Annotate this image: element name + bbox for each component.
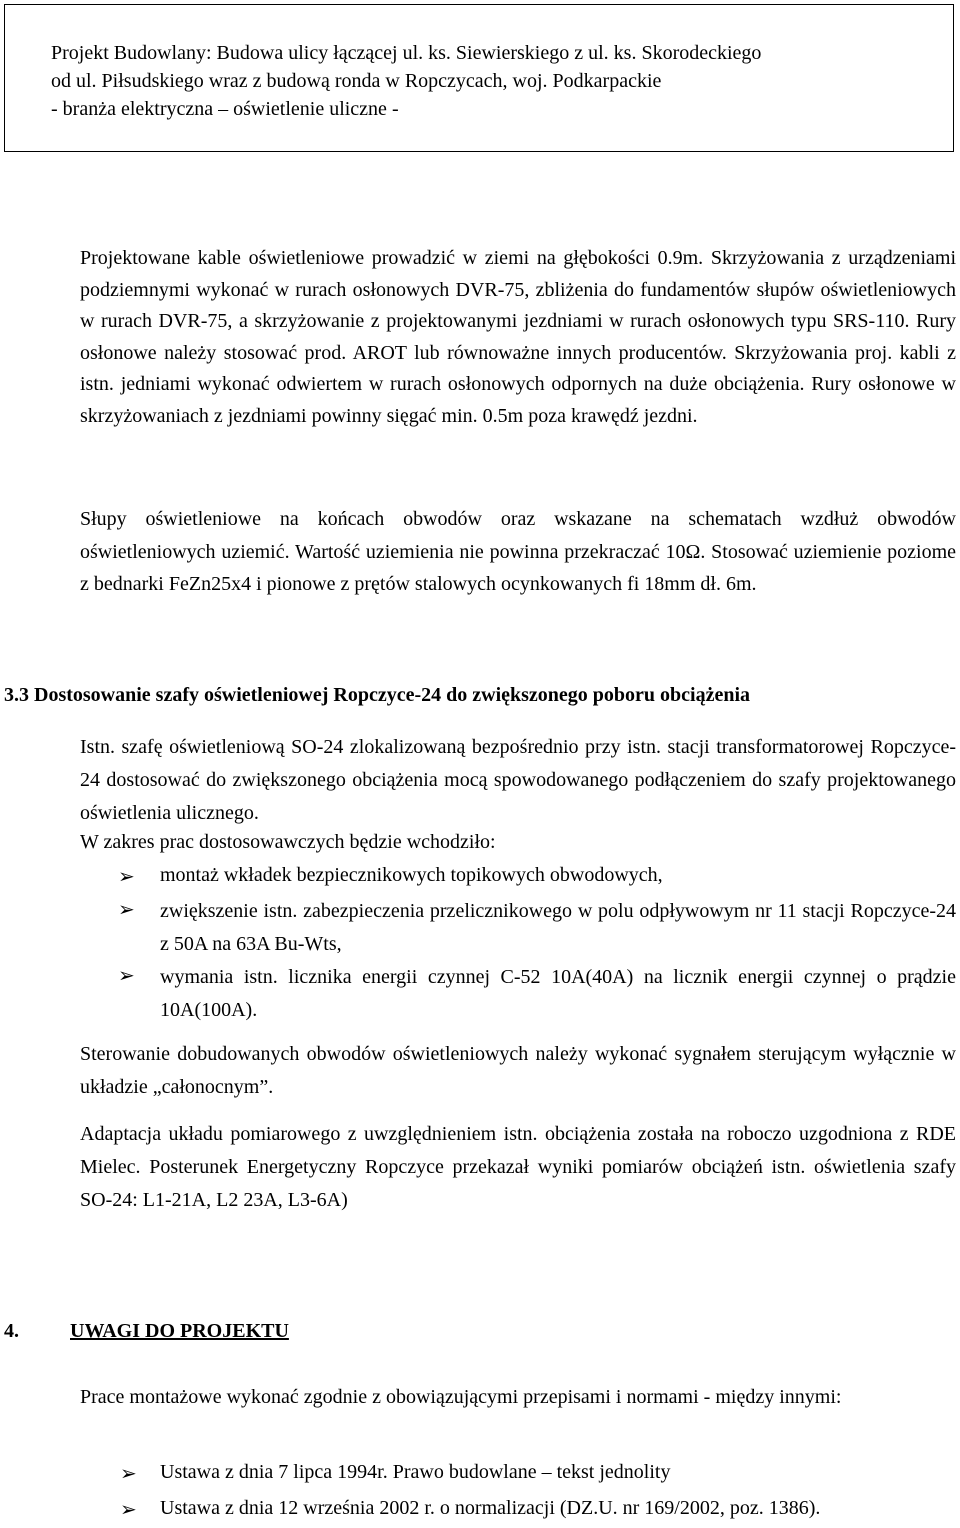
arrowhead-bullet-icon: ➢	[118, 866, 135, 888]
arrowhead-bullet-icon: ➢	[118, 899, 135, 921]
header-project-line: Projekt Budowlany: Budowa ulicy łączącej ul. ks. Siewierskiego z ul. ks. Skorodeckiego	[51, 42, 762, 64]
arrowhead-bullet-icon: ➢	[118, 965, 135, 987]
control-paragraph: Sterowanie dobudowanych obwodów oświetleniowych należy wykonać sygnałem sterującym wyłącznie w układzie „całonocnym”.	[80, 1043, 956, 1098]
list-item: zwiększenie istn. zabezpieczenia przelicznikowego w polu odpływowym nr 11 stacji Ropczyce-24 z 50A na 63A Bu-Wts,	[160, 900, 956, 955]
scope-intro: W zakres prac dostosowawczych będzie wchodziło:	[80, 831, 496, 853]
list-item: Ustawa z dnia 7 lipca 1994r. Prawo budowlane – tekst jednolity	[160, 1461, 671, 1483]
adaptation-paragraph: Adaptacja układu pomiarowego z uwzględnieniem istn. obciążenia została na roboczo uzgodniona z RDE Mielec. Posterunek Energetyczny Ropczyce przekazał wyniki pomiarów obciążeń istn. oświetlenia szafy SO-24: L1-21A, L2 23A, L3-6A)	[80, 1123, 956, 1211]
grounding-paragraph: Słupy oświetleniowe na końcach obwodów oraz wskazane na schematach wzdłuż obwodów oświetleniowych uziemić. Wartość uziemienia nie powinna przekraczać 10Ω. Stosować uziemienie poziome z bednarki FeZn25x4 i pionowe z prętów stalowych ocynkowanych fi 18mm dł. 6m.	[80, 508, 956, 595]
header-location-line: od ul. Piłsudskiego wraz z budową ronda w Ropczycach, woj. Podkarpackie	[51, 70, 662, 92]
document-header	[4, 4, 954, 152]
regulations-paragraph: Prace montażowe wykonać zgodnie z obowiązującymi przepisami i normami - między innymi:	[80, 1386, 842, 1408]
arrowhead-bullet-icon: ➢	[120, 1463, 137, 1485]
section-4-heading	[4, 1320, 289, 1343]
list-item: wymania istn. licznika energii czynnej C-52 10A(40A) na licznik energii czynnej o prądzie 10A(100A).	[160, 966, 956, 1021]
section-4-title: UWAGI DO PROJEKTU	[70, 1320, 289, 1342]
list-item: montaż wkładek bezpiecznikowych topikowych obwodowych,	[160, 864, 663, 886]
header-branch-line: - branża elektryczna – oświetlenie uliczne -	[51, 98, 399, 120]
section-4-number: 4.	[4, 1320, 19, 1342]
section-3-3-heading: 3.3 Dostosowanie szafy oświetleniowej Ropczyce-24 do zwiększonego poboru obciążenia	[4, 684, 751, 706]
list-item: Ustawa z dnia 12 września 2002 r. o normalizacji (DZ.U. nr 169/2002, poz. 1386).	[160, 1497, 821, 1519]
cable-laying-paragraph: Projektowane kable oświetleniowe prowadzić w ziemi na głębokości 0.9m. Skrzyżowania z urządzeniami podziemnymi wykonać w rurach osłonowych DVR-75, zbliżenia do fundamentów słupów oświetleniowych w rurach DVR-75, a skrzyżowanie z projektowanymi jezdniami w rurach osłonowych typu SRS-110. Rury osłonowe należy stosować prod. AROT lub równoważne innych producentów. Skrzyżowania proj. kabli z istn. jedniami wykonać odwiertem w rurach osłonowych odpornych na duże obciążenia. Rury osłonowe w skrzyżowaniach z jezdniami powinny sięgać min. 0.5m poza krawędź jezdni.	[80, 247, 956, 427]
arrowhead-bullet-icon: ➢	[120, 1499, 137, 1521]
cabinet-paragraph: Istn. szafę oświetleniową SO-24 zlokalizowaną bezpośrednio przy istn. stacji transformatorowej Ropczyce-24 dostosować do zwiększonego obciążenia mocą spowodowanego podłączeniem do szafy projektowanego oświetlenia ulicznego.	[80, 736, 956, 824]
